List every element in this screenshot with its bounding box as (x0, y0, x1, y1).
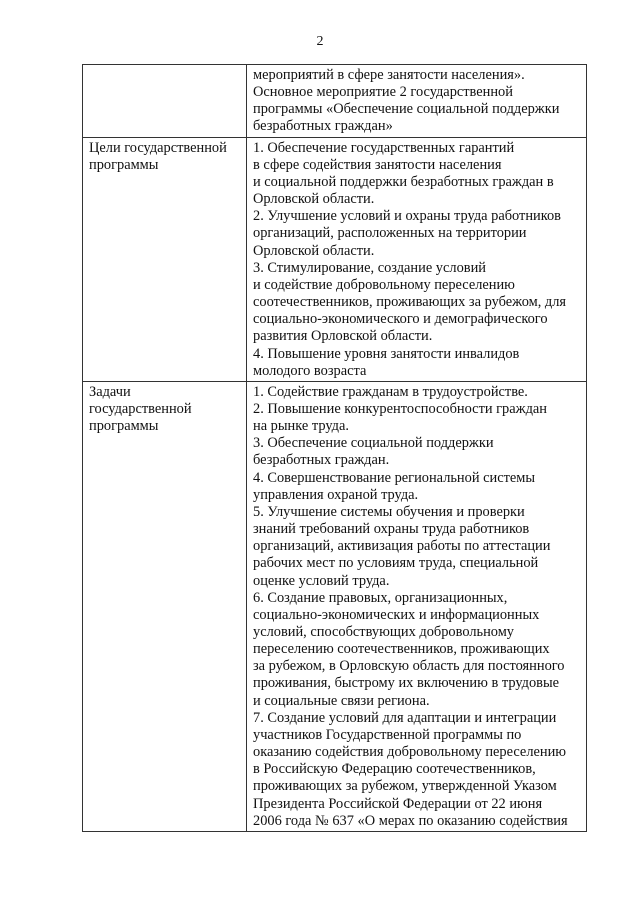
content-line: проживающих за рубежом, утвержденной Указом (253, 778, 557, 795)
content-line: мероприятий в сфере занятости населения». (253, 67, 525, 83)
content-line: 5. Улучшение системы обучения и проверки (253, 503, 525, 520)
content-line: знаний требований охраны труда работников (253, 521, 530, 538)
content-line: 7. Создание условий для адаптации и интеграции (253, 709, 557, 726)
content-line: социально-экономических и информационных (253, 606, 540, 623)
content-line: безработных граждан. (253, 452, 390, 469)
content-line: и социальной поддержки безработных граждан в (253, 173, 554, 190)
content-line: социально-экономического и демографического (253, 311, 548, 328)
content-line: в Российскую Федерацию соотечественников, (253, 761, 536, 778)
table-row (83, 381, 587, 831)
row-content-cell (247, 65, 587, 138)
content-line: участников Государственной программы по (253, 726, 522, 743)
content-line: оказанию содействия добровольному переселению (253, 744, 567, 761)
program-passport-table (82, 64, 587, 832)
content-line: организаций, активизация работы по аттестации (253, 538, 551, 555)
content-line: соотечественников, проживающих за рубежом, для (253, 294, 567, 311)
row-label-cell (83, 65, 247, 138)
content-line: 3. Стимулирование, создание условий (253, 259, 486, 276)
content-line: Основное мероприятие 2 государственной (253, 84, 513, 101)
content-line: рабочих мест по условиям труда, специальной (253, 555, 539, 572)
content-line: Президента Российской Федерации от 22 июня (253, 795, 543, 812)
page-number: 2 (316, 34, 324, 49)
row-label-cell (83, 137, 247, 381)
content-line: 2006 года № 637 «О мерах по оказанию содействия (253, 812, 568, 829)
content-line: организаций, расположенных на территории (253, 225, 527, 242)
content-line: оценке условий труда. (253, 572, 390, 589)
content-line: управления охраной труда. (253, 486, 419, 503)
content-line: развития Орловской области. (253, 328, 433, 345)
content-line: в сфере содействия занятости населения (253, 156, 502, 173)
content-line: 4. Совершенствование региональной системы (253, 469, 536, 486)
content-line: и содействие добровольному переселению (253, 276, 515, 293)
content-line: программы «Обеспечение социальной поддержки (253, 101, 560, 118)
content-line: 2. Повышение конкурентоспособности граждан (253, 400, 547, 417)
row-content-cell (247, 381, 587, 831)
content-line: 1. Содействие гражданам в трудоустройстве. (253, 383, 528, 400)
content-line: безработных граждан» (253, 118, 393, 135)
table-row (83, 65, 587, 138)
table-row (83, 137, 587, 381)
label-line: государственной (89, 400, 192, 417)
label-line: Задачи (89, 383, 131, 400)
content-line: условий, способствующих добровольному (253, 624, 514, 640)
content-line: проживания, быстрому их включению в трудовые (253, 675, 560, 692)
content-line: переселению соотечественников, проживающих (253, 641, 550, 658)
content-line: 2. Улучшение условий и охраны труда работников (253, 208, 561, 225)
content-line: Орловской области. (253, 242, 375, 259)
content-line: 3. Обеспечение социальной поддержки (253, 435, 494, 452)
label-line: программы (89, 418, 159, 435)
content-line: Орловской области. (253, 191, 375, 208)
content-line: 1. Обеспечение государственных гарантий (253, 139, 515, 156)
label-line: программы (89, 156, 159, 173)
row-label-cell (83, 381, 247, 831)
content-line: молодого возраста (253, 362, 367, 379)
content-line: 6. Создание правовых, организационных, (253, 589, 508, 606)
content-line: на рынке труда. (253, 418, 349, 435)
content-line: и социальные связи региона. (253, 692, 430, 709)
content-line: 4. Повышение уровня занятости инвалидов (253, 345, 520, 362)
content-line: за рубежом, в Орловскую область для постоянного (253, 658, 565, 675)
row-content-cell (247, 137, 587, 381)
label-line: Цели государственной (89, 139, 227, 156)
